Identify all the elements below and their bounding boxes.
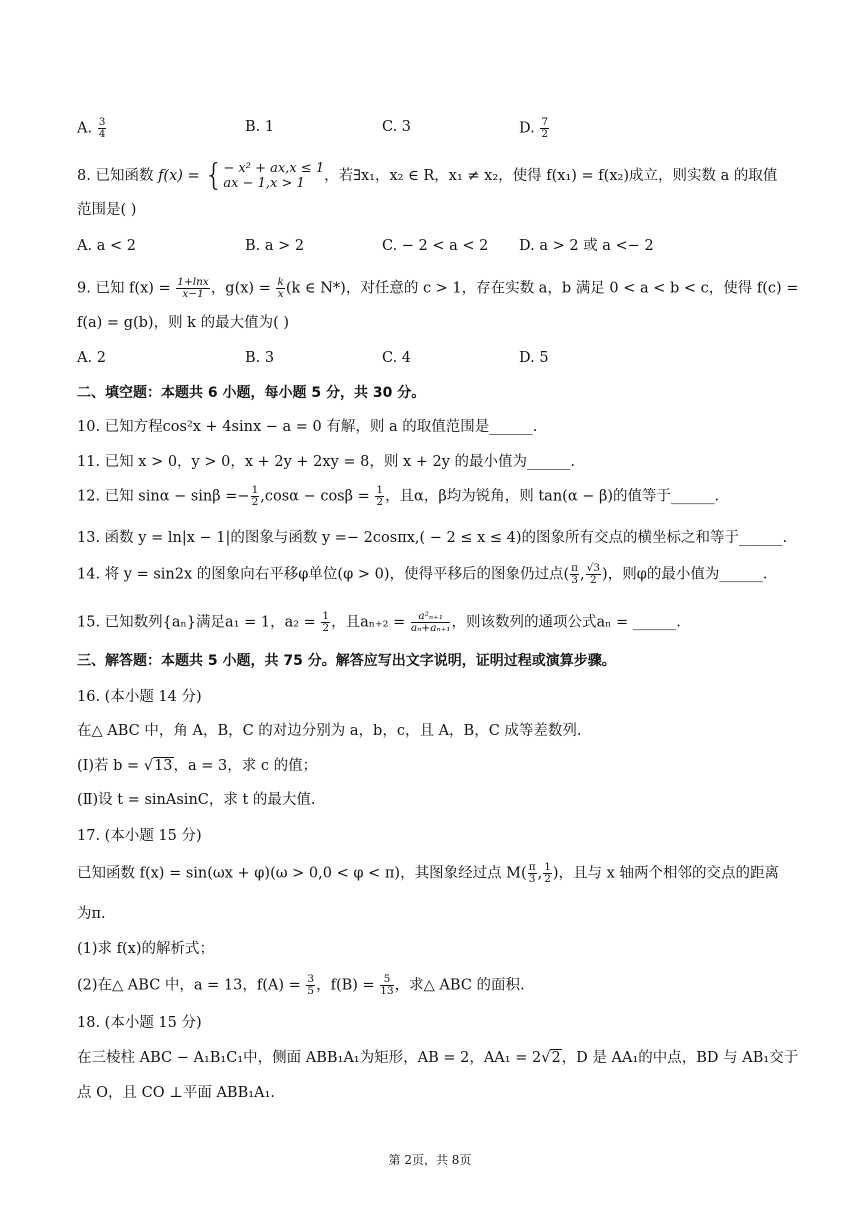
q15: 15. 已知数列{aₙ}满足a₁ = 1，a₂ = $\frac{1}{2}$ ，且aₙ₊₂ = $\frac{\text{a²ₙ₊₁}}{\text{aₙ+aₙ₊₁}}$ ，则该数列的通项公式aₙ = ______.: [77, 610, 681, 634]
section-heading-solutions: 三、解答题：本题共 5 小题，共 75 分。解答应写出文字说明，证明过程或演算步骤。: [77, 653, 616, 669]
fraction: $\frac{k}{x}$: [277, 276, 284, 300]
fraction: $\frac{1}{2}$: [376, 484, 384, 508]
fraction: $\frac{1+\ln x}{x-1}$: [177, 276, 209, 300]
fraction: $\frac{\pi}{3}$: [571, 562, 579, 586]
fraction: $\frac{3}{5}$: [307, 973, 315, 997]
q8-option-d: D. a > 2 或 a <− 2: [519, 238, 654, 254]
fraction: $\frac{\pi}{3}$: [528, 861, 536, 885]
q7-option-b: B. 1: [245, 119, 275, 135]
q16-part1: (Ⅰ)若 b = √13，a = 3，求 c 的值；: [77, 758, 318, 774]
piecewise-brace: { − x² + ax,x ≤ 1 ax − 1,x > 1: [204, 158, 325, 193]
q8-option-a: A. a < 2: [77, 238, 136, 254]
fraction: $\frac{1}{2}$: [544, 861, 551, 885]
q18-head: 18. (本小题 15 分): [77, 1015, 202, 1031]
q17-head: 17. (本小题 15 分): [77, 828, 202, 844]
section-heading-fill-in: 二、填空题：本题共 6 小题，每小题 5 分，共 30 分。: [77, 385, 426, 401]
q7-option-d: D. $\frac{7}{2}$: [519, 116, 549, 140]
q16-stem: 在△ ABC 中，角 A，B，C 的对边分别为 a，b，c，且 A，B，C 成等差数列.: [77, 723, 582, 739]
q9-option-a: A. 2: [77, 350, 106, 366]
q8-option-b: B. a > 2: [245, 238, 305, 254]
q16-part2: (Ⅱ)设 t = sinAsinC，求 t 的最大值.: [77, 792, 316, 808]
fraction: $\frac{1}{2}$: [251, 484, 259, 508]
fraction: $\frac{√3}{2}$: [586, 562, 601, 586]
q17-part1: (1)求 f(x)的解析式；: [77, 941, 215, 957]
fraction: $\frac{5}{13}$: [380, 973, 394, 997]
q16-head: 16. (本小题 14 分): [77, 689, 202, 705]
q9-option-d: D. 5: [519, 350, 549, 366]
q13: 13. 函数 y = ln|x − 1|的图象与函数 y =− 2cosπx,( − 2 ≤ x ≤ 4)的图象所有交点的横坐标之和等于______.: [77, 530, 788, 546]
q17-stem: 已知函数 f(x) = sin(ωx + φ)(ω > 0,0 < φ < π)，其图象经过点 M( $\frac{\pi}{3}$ , $\frac{1}{2}$ )，且与 x 轴两个相邻的交点的距离: [77, 861, 779, 885]
q10: 10. 已知方程cos²x + 4sinx − a = 0 有解，则 a 的取值范围是______.: [77, 419, 538, 435]
fraction: $\frac{1}{2}$: [322, 610, 330, 634]
q9-option-b: B. 3: [245, 350, 275, 366]
q18-stem: 在三棱柱 ABC − A₁B₁C₁中，侧面 ABB₁A₁为矩形，AB = 2，AA₁ = 2√2，D 是 AA₁的中点，BD 与 AB₁交于: [77, 1050, 799, 1066]
fraction: $\frac{3}{4}$: [98, 116, 106, 140]
q14: 14. 将 y = sin2x 的图象向右平移φ单位(φ > 0)，使得平移后的图象仍过点( $\frac{\pi}{3}$ , $\frac{√3}{2}$ )，则φ的最小值为______.: [77, 562, 768, 586]
page-footer: 第 2页，共 8页: [388, 1153, 472, 1167]
q18-stem-line2: 点 O，且 CO ⊥平面 ABB₁A₁.: [77, 1085, 275, 1101]
q8-stem-line2: 范围是( ): [77, 202, 137, 218]
q9-stem: 9. 已知 f(x) = $\frac{1+\ln x}{x-1}$ ，g(x) = $\frac{k}{x}$ (k ∈ N*)，对任意的 c > 1，存在实数 a，b 满足 0 < a < b < c，使得 f(c) =: [77, 276, 799, 300]
q8-option-c: C. − 2 < a < 2: [382, 238, 489, 254]
q7-option-c: C. 3: [382, 119, 412, 135]
fraction: $\frac{7}{2}$: [541, 116, 549, 140]
q9-stem-line2: f(a) = g(b)，则 k 的最大值为( ): [77, 315, 289, 331]
q17-stem-line2: 为π.: [77, 906, 106, 922]
q12: 12. 已知 sinα − sinβ =− $\frac{1}{2}$ ,cosα − cosβ = $\frac{1}{2}$ ，且α，β均为锐角，则 tan(α − β)的值等于______.: [77, 484, 720, 508]
q11: 11. 已知 x > 0，y > 0，x + 2y + 2xy = 8，则 x + 2y 的最小值为______.: [77, 454, 576, 470]
q8-stem: 8. 已知函数 f(x) = { − x² + ax,x ≤ 1 ax − 1,x > 1 ，若∃x₁，x₂ ∈ R，x₁ ≠ x₂，使得 f(x₁) = f(x₂)成立，则实数 a 的取值: [77, 158, 778, 193]
q17-part2: (2)在△ ABC 中，a = 13，f(A) = $\frac{3}{5}$ ，f(B) = $\frac{5}{13}$ ，求△ ABC 的面积.: [77, 973, 525, 997]
q7-option-a: A. $\frac{3}{4}$: [77, 116, 106, 140]
fraction: $\frac{\text{a²ₙ₊₁}}{\text{aₙ+aₙ₊₁}}$: [410, 610, 451, 634]
q9-option-c: C. 4: [382, 350, 412, 366]
